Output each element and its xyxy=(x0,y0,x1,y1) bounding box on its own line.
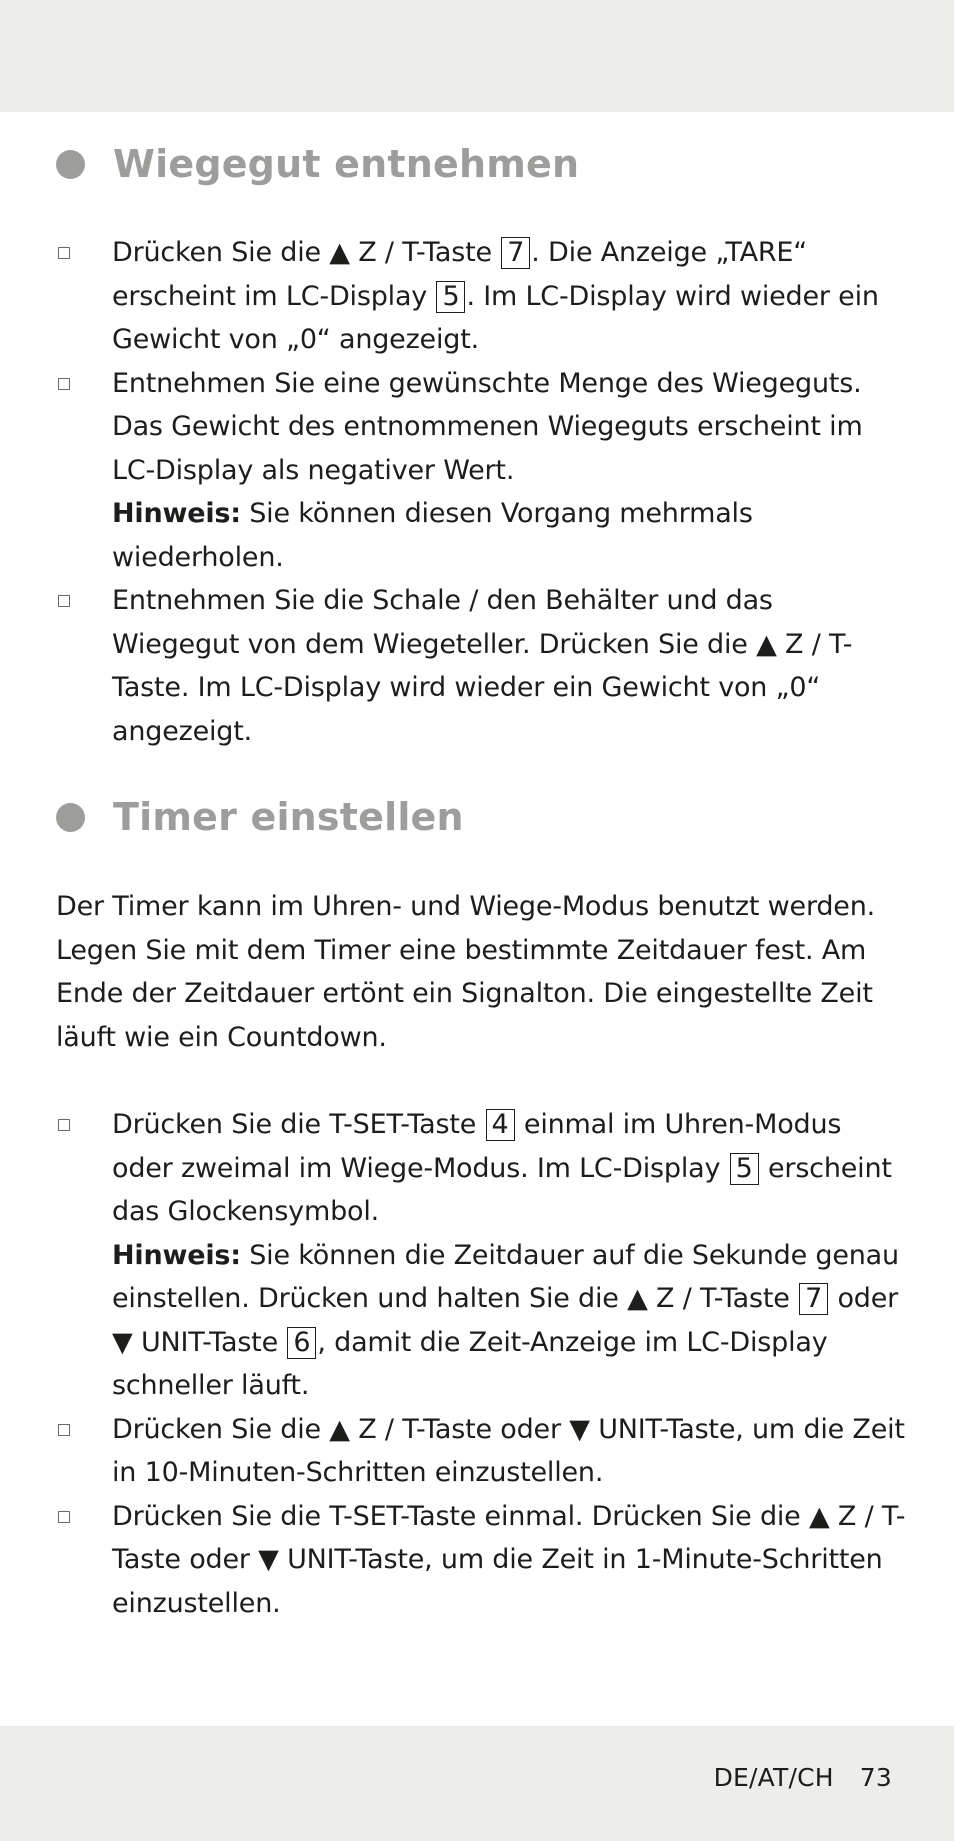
reference-number: 5 xyxy=(436,281,465,313)
instruction-text: Drücken Sie die T-SET-Taste einmal. Drücken Sie die ▲ Z / T-Taste oder ▼ UNIT-Taste, um die Zeit in 1-Minute-Schritten einzustellen. xyxy=(112,1500,906,1619)
note-text: Hinweis: Sie können diesen Vorgang mehrmals wiederholen. xyxy=(112,498,753,573)
page-footer xyxy=(714,1763,892,1792)
reference-number: 5 xyxy=(730,1153,759,1185)
checkbox-square-icon xyxy=(58,1119,70,1131)
instruction-text: Entnehmen Sie die Schale / den Behälter und das Wiegegut von dem Wiegeteller. Drücken Sie die ▲ Z / T-Taste. Im LC-Display wird wieder ein Gewicht von „0“ angezeigt. xyxy=(112,585,853,747)
intro-paragraph: Der Timer kann im Uhren- und Wiege-Modus benutzt werden. Legen Sie mit dem Timer eine bestimmte Zeitdauer fest. Am Ende der Zeitdauer ertönt ein Signalton. Die eingestellte Zeit läuft wie ein Countdown. xyxy=(56,891,876,1053)
reference-number: 6 xyxy=(287,1327,316,1359)
list-item xyxy=(56,579,906,753)
bullet-dot-icon xyxy=(56,803,85,832)
note-label: Hinweis: xyxy=(112,498,241,529)
instruction-list xyxy=(56,1103,906,1625)
instruction-text: Drücken Sie die ▲ Z / T-Taste 7 . Die Anzeige „TARE“ erscheint im LC-Display 5 . Im LC-Display wird wieder ein Gewicht von „0“ angezeigt. xyxy=(112,237,879,355)
checkbox-square-icon xyxy=(58,1424,70,1436)
list-item xyxy=(56,362,906,580)
checkbox-square-icon xyxy=(58,1511,70,1523)
list-item xyxy=(56,1495,906,1626)
list-item xyxy=(56,1408,906,1495)
note-label: Hinweis: xyxy=(112,1239,241,1271)
checkbox-square-icon xyxy=(58,247,70,259)
list-item xyxy=(56,231,906,362)
instruction-text: Entnehmen Sie eine gewünschte Menge des Wiegeguts. Das Gewicht des entnommenen Wiegeguts erscheint im LC-Display als negativer Wert. xyxy=(112,367,863,486)
region-label: DE/AT/CH xyxy=(713,1763,834,1792)
list-item xyxy=(56,1103,906,1408)
instruction-text: Drücken Sie die ▲ Z / T-Taste oder ▼ UNIT-Taste, um die Zeit in 10-Minuten-Schritten einzustellen. xyxy=(112,1413,905,1488)
instruction-text: Drücken Sie die T-SET-Taste 4 einmal im Uhren-Modus oder zweimal im Wiege-Modus. Im LC-Display 5 erscheint das Glockensymbol. xyxy=(112,1109,892,1227)
instruction-list xyxy=(56,231,906,753)
checkbox-square-icon xyxy=(58,378,70,390)
header-band xyxy=(0,0,954,112)
page-number: 73 xyxy=(859,1763,892,1792)
reference-number: 4 xyxy=(486,1109,515,1141)
reference-number: 7 xyxy=(799,1283,828,1315)
section-title: Wiegegut entnehmen xyxy=(113,142,580,186)
note-text: Hinweis: Sie können die Zeitdauer auf die Sekunde genau einstellen. Drücken und halten Sie die ▲ Z / T-Taste 7 oder ▼ UNIT-Taste 6 , damit die Zeit-Anzeige im LC-Display schneller läuft. xyxy=(112,1239,899,1401)
reference-number: 7 xyxy=(501,237,530,269)
section-heading-timer xyxy=(56,795,464,839)
checkbox-square-icon xyxy=(58,595,70,607)
section-heading-wiegegut xyxy=(56,142,579,186)
section-title: Timer einstellen xyxy=(113,795,464,839)
bullet-dot-icon xyxy=(56,150,85,179)
